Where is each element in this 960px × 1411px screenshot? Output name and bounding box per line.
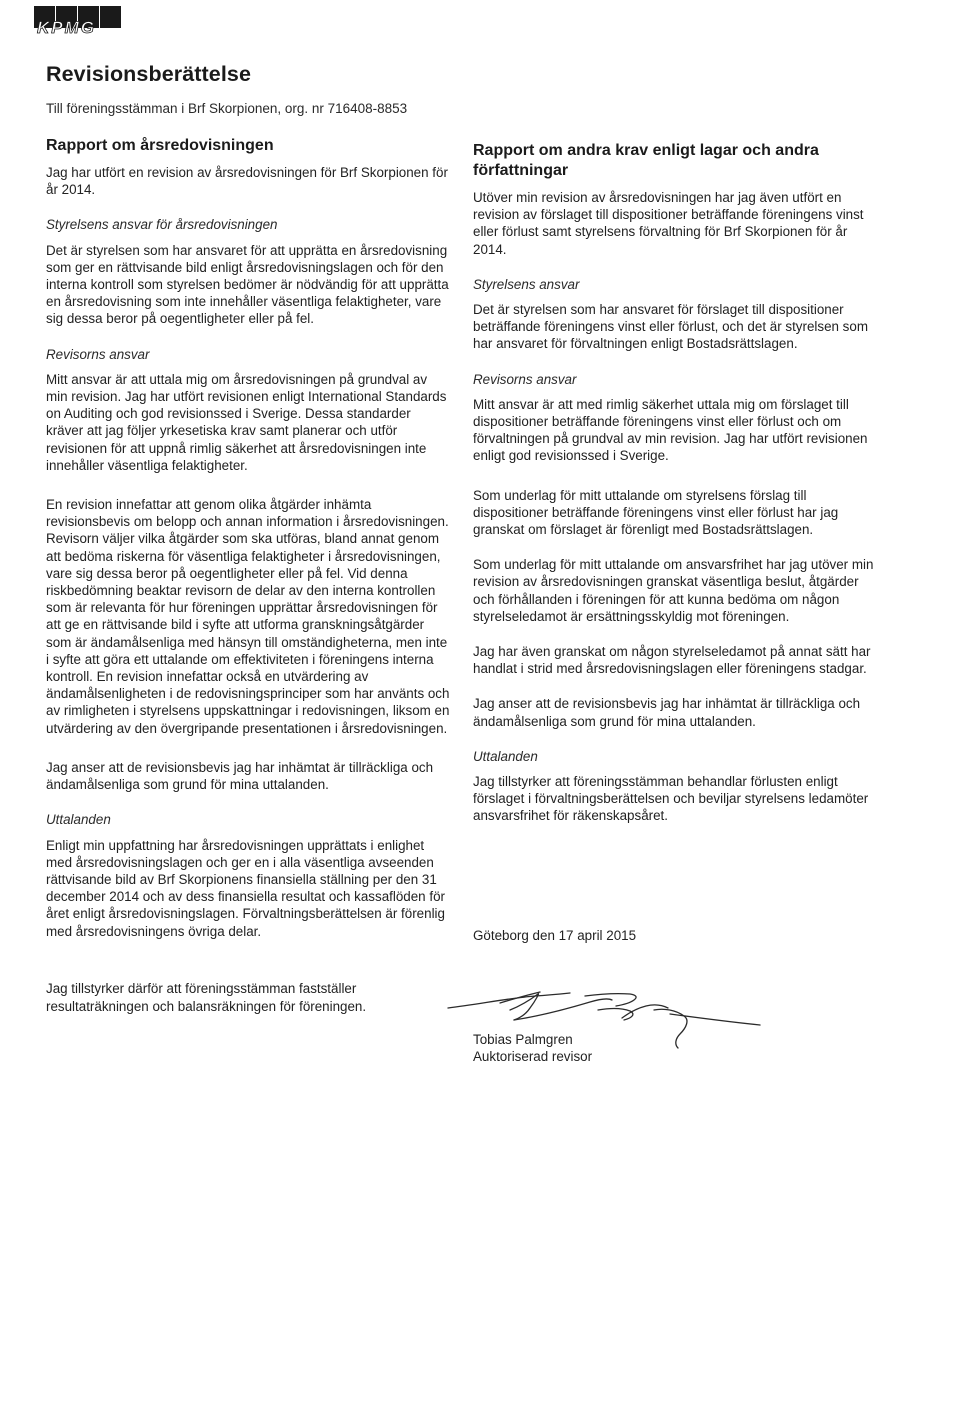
auditor-responsibility-heading: Revisorns ansvar <box>46 346 150 362</box>
auditor-responsibility-text: Mitt ansvar är att uttala mig om årsredovisningen på grundval av min revision. Jag har utfört revisionen enligt International Standards on Auditing och god revisionssed i Sverige. Dessa standarder kräver att jag följer yrkesetiska krav samt planerar och utför revisionen för att uppnå rimlig säkerhet att årsredovisningen inte innehåller väsentliga felaktigheter. <box>46 371 447 473</box>
signatory-role: Auktoriserad revisor <box>473 1049 593 1065</box>
basis-text-dispositions: Som underlag för mitt uttalande om styrelsens förslag till dispositioner beträffande föreningens vinst eller förlust har jag granskat om förslaget är förenligt med Bostadsrättslagen. <box>473 487 839 538</box>
opinion-text: Enligt min uppfattning har årsredovisningen upprättats i enlighet med årsredovisningslagen och ger en i alla väsentliga avseenden rättvisande bild av Brf Skorpionens finansiella ställning per den 31 december 2014 och av dess finansiella resultat och kassaflöden för året enligt årsredovisningslagen. Förvaltningsberättelsen är förenlig med årsredovisningens övriga delar. <box>46 837 445 939</box>
left-column <box>46 136 450 940</box>
audit-evidence-text: Jag anser att de revisionsbevis jag har inhämtat är tillräckliga och ändamålsenliga som grund för mina uttalanden. <box>46 759 434 793</box>
opinion-text-right: Jag tillstyrker att föreningsstämman behandlar förlusten enligt förslaget i förvaltningsberättelsen och beviljar styrelsens ledamöter ansvarsfrihet för räkenskapsåret. <box>473 774 869 824</box>
other-requirements-intro: Utöver min revision av årsredovisningen har jag även utfört en revision av förslaget till dispositioner beträffande föreningens vinst eller förlust samt styrelsens förvaltning för Brf Skorpionen för år 2014. <box>473 190 864 257</box>
addressee-line: Till föreningsstämman i Brf Skorpionen, org. nr 716408-8853 <box>46 101 408 116</box>
annual-report-intro: Jag har utfört en revision av årsredovisningen för Brf Skorpionen för år 2014. <box>46 165 448 198</box>
right-column <box>473 141 883 825</box>
opinion-heading: Uttalanden <box>46 812 111 828</box>
signatory <box>473 1031 592 1065</box>
board-responsibility-text: Det är styrelsen som har ansvaret för att upprätta en årsredovisning som ger en rättvisande bild enligt årsredovisningslagen och för den interna kontroll som styrelsen bedömer är nödvändig för att upprätta en årsredovisning som inte innehåller väsentliga felaktigheter, vare sig dessa beror på oegentligheter eller på fel. <box>46 242 449 327</box>
basis-text-statutes: Jag har även granskat om någon styrelseledamot på annat sätt har handlat i strid med årsredovisningslagen eller föreningens stadgar. <box>473 644 871 677</box>
place-and-date: Göteborg den 17 april 2015 <box>473 928 637 943</box>
audit-scope-text: En revision innefattar att genom olika åtgärder inhämta revisionsbevis om belopp och annan information i årsredovisningen. Revisorn väljer vilka åtgärder som ska utföras, bland annat genom att bedöma riskerna för väsentliga felaktigheter i årsredovisningen, vare sig dessa beror på oegentligheter eller på fel. Vid denna riskbedömning beaktar revisorn de delar av den interna kontrollen som är relevanta för hur föreningen upprättar årsredovisningen för att ge en rättvisande bild i syfte att utforma granskningsåtgärder som är ändamålsenliga med hänsyn till omständigheterna, men inte i syfte att göra ett uttalande om effektiviteten i föreningens interna kontroll. En revision innefattar också en utvärdering av ändamålsenligheten i de redovisningsprinciper som har använts och av rimligheten i styrelsens uppskattningar i redovisningen, liksom en utvärdering av den övergripande presentationen i årsredovisningen. <box>46 497 450 736</box>
board-responsibility-text-right: Det är styrelsen som har ansvaret för förslaget till dispositioner beträffande föreningens vinst eller förlust, och det är styrelsen som har ansvaret för förvaltningen enligt Bostadsrättslagen. <box>473 302 868 352</box>
board-responsibility-heading-right: Styrelsens ansvar <box>473 276 580 292</box>
board-responsibility-heading: Styrelsens ansvar för årsredovisningen <box>46 217 278 233</box>
kpmg-logo <box>34 6 122 34</box>
auditor-responsibility-text-right: Mitt ansvar är att med rimlig säkerhet uttala mig om förslaget till dispositioner beträffande föreningens vinst eller förlust och om förvaltningen på grundval av min revision. Jag har utfört revisionen enligt god revisionssed i Sverige. <box>473 396 868 464</box>
signatory-name: Tobias Palmgren <box>473 1032 573 1047</box>
auditor-responsibility-heading-right: Revisorns ansvar <box>473 371 577 387</box>
other-requirements-heading: Rapport om andra krav enligt lagar och andra författningar <box>473 142 819 179</box>
closing-recommendation: Jag tillstyrker därför att föreningsstämman fastställer resultaträkningen och balansräkningen för föreningen. <box>46 981 367 1014</box>
opinion-heading-right: Uttalanden <box>473 748 538 764</box>
logo-text: KPMG <box>37 18 96 34</box>
audit-evidence-text-right: Jag anser att de revisionsbevis jag har inhämtat är tillräckliga och ändamålsenliga som grund för mina uttalanden. <box>473 696 861 729</box>
page-title: Revisionsberättelse <box>46 62 252 86</box>
kpmg-logo-mark <box>34 6 122 34</box>
annual-report-heading: Rapport om årsredovisningen <box>46 137 274 154</box>
basis-text-discharge: Som underlag för mitt uttalande om ansvarsfrihet har jag utöver min revision av årsredovisningen granskat väsentliga beslut, åtgärder och förhållanden i föreningen för att kunna bedöma om någon styrelseledamot är ersättningsskyldig mot föreningen. <box>473 557 874 624</box>
